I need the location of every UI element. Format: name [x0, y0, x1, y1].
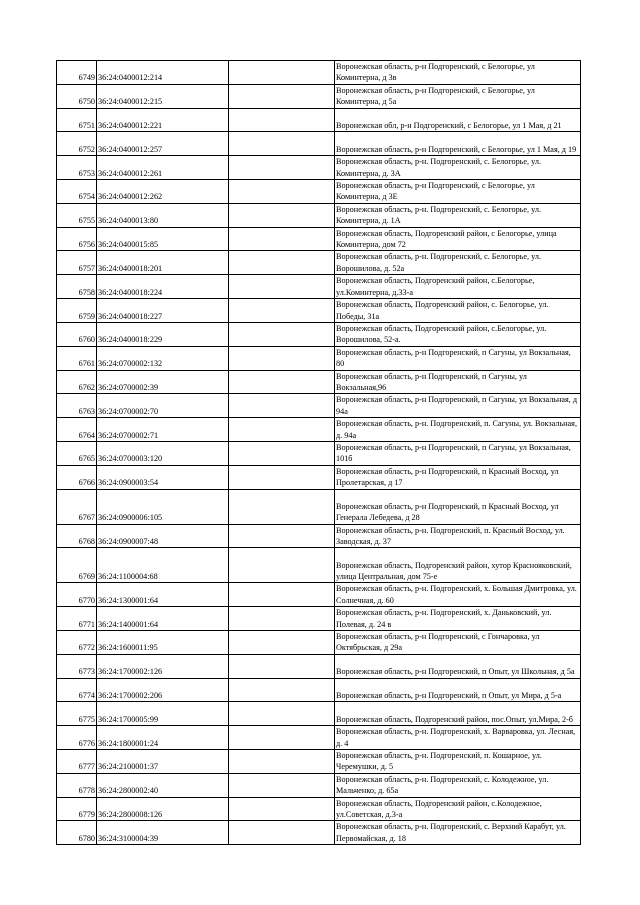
address-cell: Воронежская обл, р-н Подгоренский, с Белогорье, ул 1 Мая, д 21 [335, 108, 581, 132]
row-number-cell: 6753 [57, 156, 97, 180]
empty-cell [229, 750, 335, 774]
address-cell: Воронежская область, р-н Подгоренский, с Белогорье, ул Коминтерна, д 5а [335, 84, 581, 108]
table-row [57, 299, 581, 323]
table-row [57, 156, 581, 180]
row-number-cell: 6768 [57, 524, 97, 548]
empty-cell [229, 631, 335, 655]
empty-cell [229, 227, 335, 251]
empty-cell [229, 346, 335, 370]
empty-cell [229, 322, 335, 346]
row-number-cell: 6761 [57, 346, 97, 370]
row-number-cell: 6750 [57, 84, 97, 108]
table-row [57, 489, 581, 524]
cadastral-number-cell: 36:24:0400012:215 [97, 84, 229, 108]
table-row [57, 702, 581, 726]
row-number-cell: 6774 [57, 678, 97, 702]
cadastral-number-cell: 36:24:0400013:80 [97, 203, 229, 227]
table-row [57, 346, 581, 370]
table-row [57, 797, 581, 821]
table-row [57, 203, 581, 227]
row-number-cell: 6762 [57, 370, 97, 394]
cadastral-number-cell: 36:24:1400001:64 [97, 607, 229, 631]
table-row [57, 678, 581, 702]
empty-cell [229, 84, 335, 108]
row-number-cell: 6778 [57, 773, 97, 797]
row-number-cell: 6755 [57, 203, 97, 227]
row-number-cell: 6756 [57, 227, 97, 251]
address-cell: Воронежская область, р-н Подгоренский, п Красный Восход, ул Генерала Лебедева, д 28 [335, 489, 581, 524]
row-number-cell: 6779 [57, 797, 97, 821]
row-number-cell: 6760 [57, 322, 97, 346]
table-row [57, 524, 581, 548]
address-cell: Воронежская область, р-н. Подгоренский, с. Колодежное, ул. Мальченко, д. 65а [335, 773, 581, 797]
address-cell: Воронежская область, р-н. Подгоренский, х. Даньковский, ул. Полевая, д. 24 в [335, 607, 581, 631]
cadastral-number-cell: 36:24:1600011:95 [97, 631, 229, 655]
row-number-cell: 6772 [57, 631, 97, 655]
cadastral-number-cell: 36:24:0400018:224 [97, 275, 229, 299]
cadastral-number-cell: 36:24:0700003:120 [97, 441, 229, 465]
cadastral-number-cell: 36:24:1700005:99 [97, 702, 229, 726]
address-cell: Воронежская область, р-н Подгоренский, п Сагуны, ул Вокзальная, 101б [335, 441, 581, 465]
address-cell: Воронежская область, р-н Подгоренский, п Опыт, ул Мира, д 5-а [335, 678, 581, 702]
empty-cell [229, 441, 335, 465]
table-row [57, 370, 581, 394]
row-number-cell: 6758 [57, 275, 97, 299]
empty-cell [229, 203, 335, 227]
address-cell: Воронежская область, Подгоренский район, с Белогорье, улица Коминтерна, дом 72 [335, 227, 581, 251]
empty-cell [229, 702, 335, 726]
table-row [57, 548, 581, 583]
empty-cell [229, 583, 335, 607]
table-row [57, 654, 581, 678]
row-number-cell: 6765 [57, 441, 97, 465]
table-row [57, 180, 581, 204]
row-number-cell: 6759 [57, 299, 97, 323]
empty-cell [229, 607, 335, 631]
row-number-cell: 6769 [57, 548, 97, 583]
empty-cell [229, 773, 335, 797]
empty-cell [229, 465, 335, 489]
address-cell: Воронежская область, р-н Подгоренский, с Белогорье, ул Коминтерна, д 3Е [335, 180, 581, 204]
table-row [57, 84, 581, 108]
address-cell: Воронежская область, р-н. Подгоренский, с. Верхний Карабут, ул. Первомайская, д. 18 [335, 821, 581, 845]
table-row [57, 275, 581, 299]
empty-cell [229, 370, 335, 394]
address-cell: Воронежская область, р-н Подгоренский, с Белогорье, ул Коминтерна, д 3в [335, 61, 581, 85]
address-cell: Воронежская область, р-н. Подгоренский, х. Варваровка, ул. Лесная, д. 4 [335, 726, 581, 750]
empty-cell [229, 275, 335, 299]
cadastral-number-cell: 36:24:1700002:206 [97, 678, 229, 702]
row-number-cell: 6752 [57, 132, 97, 156]
address-cell: Воронежская область, р-н. Подгоренский, п. Сагуны, ул. Вокзальная, д. 94а [335, 418, 581, 442]
address-cell: Воронежская область, р-н Подгоренский, п Красный Восход, ул Пролетарская, д 17 [335, 465, 581, 489]
cadastral-number-cell: 36:24:0700002:132 [97, 346, 229, 370]
table-row [57, 750, 581, 774]
table-row [57, 108, 581, 132]
cadastral-number-cell: 36:24:0400012:221 [97, 108, 229, 132]
table-row [57, 61, 581, 85]
row-number-cell: 6763 [57, 394, 97, 418]
table-row [57, 773, 581, 797]
address-cell: Воронежская область, р-н Подгоренский, п Сагуны, ул Вокзальная, 80 [335, 346, 581, 370]
row-number-cell: 6775 [57, 702, 97, 726]
address-cell: Воронежская область, р-н. Подгоренский, с. Белогорье, ул. Ворошилова, д. 52а [335, 251, 581, 275]
cadastral-number-cell: 36:24:1700002:126 [97, 654, 229, 678]
empty-cell [229, 654, 335, 678]
address-cell: Воронежская область, Подгоренский район, пос.Опыт, ул.Мира, 2-б [335, 702, 581, 726]
cadastral-number-cell: 36:24:0400018:201 [97, 251, 229, 275]
empty-cell [229, 418, 335, 442]
row-number-cell: 6767 [57, 489, 97, 524]
cadastral-number-cell: 36:24:2800002:40 [97, 773, 229, 797]
table-row [57, 322, 581, 346]
empty-cell [229, 180, 335, 204]
address-cell: Воронежская область, Подгоренский район, с.Белогорье, ул.Коминтерна, д.33-а [335, 275, 581, 299]
cadastral-number-cell: 36:24:0700002:71 [97, 418, 229, 442]
cadastral-number-cell: 36:24:1100004:68 [97, 548, 229, 583]
cadastral-number-cell: 36:24:0400015:85 [97, 227, 229, 251]
empty-cell [229, 156, 335, 180]
address-cell: Воронежская область, р-н. Подгоренский, п. Кошарное, ул. Черемушки, д. 5 [335, 750, 581, 774]
row-number-cell: 6764 [57, 418, 97, 442]
row-number-cell: 6777 [57, 750, 97, 774]
row-number-cell: 6773 [57, 654, 97, 678]
table-row [57, 132, 581, 156]
cadastral-number-cell: 36:24:0400012:257 [97, 132, 229, 156]
address-cell: Воронежская область, Подгоренский район, с.Колодежное, ул.Советская, д.3-а [335, 797, 581, 821]
empty-cell [229, 61, 335, 85]
address-cell: Воронежская область, р-н Подгоренский, п Опыт, ул Школьная, д 5а [335, 654, 581, 678]
cadastral-number-cell: 36:24:0400018:229 [97, 322, 229, 346]
empty-cell [229, 548, 335, 583]
row-number-cell: 6754 [57, 180, 97, 204]
row-number-cell: 6766 [57, 465, 97, 489]
address-cell: Воронежская область, р-н. Подгоренский, п. Красный Восход, ул. Заводская, д. 37 [335, 524, 581, 548]
empty-cell [229, 251, 335, 275]
empty-cell [229, 821, 335, 845]
address-cell: Воронежская область, р-н. Подгоренский, с. Белогорье, ул. Коминтерна, д. 3А [335, 156, 581, 180]
cadastral-number-cell: 36:24:0900007:48 [97, 524, 229, 548]
table-row [57, 583, 581, 607]
address-cell: Воронежская область, Подгоренский район, с.Белогорье, ул. Ворошилова, 52-а. [335, 322, 581, 346]
row-number-cell: 6751 [57, 108, 97, 132]
empty-cell [229, 394, 335, 418]
cadastral-number-cell: 36:24:2100001:37 [97, 750, 229, 774]
table-row [57, 227, 581, 251]
table-row [57, 465, 581, 489]
address-cell: Воронежская область, р-н. Подгоренский, х. Большая Дмитровка, ул. Солнечная, д. 60 [335, 583, 581, 607]
table-row [57, 631, 581, 655]
table-row [57, 726, 581, 750]
empty-cell [229, 678, 335, 702]
address-cell: Воронежская область, Подгоренский район, с. Белогорье, ул. Победы, 31а [335, 299, 581, 323]
table-row [57, 821, 581, 845]
cadastral-number-cell: 36:24:3100004:39 [97, 821, 229, 845]
empty-cell [229, 108, 335, 132]
address-cell: Воронежская область, р-н Подгоренский, с Белогорье, ул 1 Мая, д 19 [335, 132, 581, 156]
empty-cell [229, 132, 335, 156]
address-cell: Воронежская область, р-н Подгоренский, п Сагуны, ул Вокзальная,96 [335, 370, 581, 394]
cadastral-number-cell: 36:24:0700002:39 [97, 370, 229, 394]
address-cell: Воронежская область, р-н. Подгоренский, с. Белогорье, ул. Коминтерна, д. 1А [335, 203, 581, 227]
row-number-cell: 6776 [57, 726, 97, 750]
cadastral-number-cell: 36:24:0400018:227 [97, 299, 229, 323]
cadastral-number-cell: 36:24:0400012:261 [97, 156, 229, 180]
cadastral-number-cell: 36:24:1300001:64 [97, 583, 229, 607]
empty-cell [229, 797, 335, 821]
table-row [57, 394, 581, 418]
register-table [56, 60, 581, 845]
table-row [57, 251, 581, 275]
cadastral-number-cell: 36:24:2800008:126 [97, 797, 229, 821]
row-number-cell: 6757 [57, 251, 97, 275]
row-number-cell: 6780 [57, 821, 97, 845]
address-cell: Воронежская область, р-н Подгоренский, п Сагуны, ул Вокзальная, д 94а [335, 394, 581, 418]
register-table-body [57, 61, 581, 845]
address-cell: Воронежская область, Подгоренский район, хутор Краснояковский, улица Центральная, дом 75-е [335, 548, 581, 583]
cadastral-number-cell: 36:24:0900003:54 [97, 465, 229, 489]
row-number-cell: 6771 [57, 607, 97, 631]
cadastral-number-cell: 36:24:0400012:262 [97, 180, 229, 204]
table-row [57, 441, 581, 465]
address-cell: Воронежская область, р-н Подгоренский, с Гончаровка, ул Октябрьская, д 29а [335, 631, 581, 655]
empty-cell [229, 299, 335, 323]
cadastral-number-cell: 36:24:0400012:214 [97, 61, 229, 85]
row-number-cell: 6749 [57, 61, 97, 85]
cadastral-number-cell: 36:24:1800001:24 [97, 726, 229, 750]
empty-cell [229, 489, 335, 524]
empty-cell [229, 524, 335, 548]
cadastral-number-cell: 36:24:0900006:105 [97, 489, 229, 524]
table-row [57, 418, 581, 442]
empty-cell [229, 726, 335, 750]
cadastral-number-cell: 36:24:0700002:70 [97, 394, 229, 418]
row-number-cell: 6770 [57, 583, 97, 607]
table-row [57, 607, 581, 631]
